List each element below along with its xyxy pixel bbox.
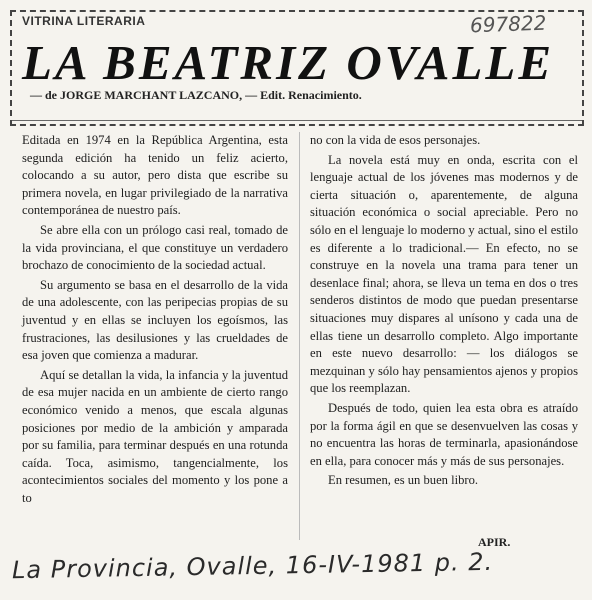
paragraph: En resumen, es un buen libro. xyxy=(328,473,479,488)
section-label: VITRINA LITERARIA xyxy=(22,14,146,28)
paragraph: Aquí se detallan la vida, la infancia y la juventud de esa mujer nacida en un ambiente de cierto rango económico venido a menos, que escala algunas posiciones por medio de la ambición y amparada por su familia, para terminar después en una rotunda caída. Toca, asimismo, tangencialmente, los acontecimientos sociales del momento y los pone a to xyxy=(22,367,288,505)
paragraph: Editada en 1974 en la República Argentina, esta segunda edición ha tenido un feliz acierto, colocando a su autor, pero dista que escribe su primera novela, en lugar privilegiado de la narrativa contemporánea de nuestro país. xyxy=(22,133,288,218)
column-divider xyxy=(299,132,300,540)
right-column xyxy=(310,132,578,490)
paragraph: Su argumento se basa en el desarrollo de la vida de una adolescente, con las peripecias propias de su juventud y en ellas se incluyen los egoísmos, las frustraciones, las desilusiones y las crueldades de esa joven que comienza a madurar. xyxy=(22,277,288,363)
paragraph: La novela está muy en onda, escrita con el lenguaje actual de los jóvenes mas modernos y de cierta situación o, aparentemente, de alguna situación económica o social apreciable. Pero no sólo en el lenguaje lo moderno y actual, sino el estilo es diferente a lo tradicional.— En efecto, no se construye en la novela una trama para tener un desenlace final; ahora, se lleva un tema en dos o tres senderos distintos de modo que puedan presentarse situaciones muy dispares al unísono y cada una de ellas tiene un desarrollo completo. Algo importante en este nuevo desarrollo: — los diálogos se mezquinan y sólo hay pensamientos ajenos y propios que los reemplazan. xyxy=(310,152,578,396)
header-divider xyxy=(12,120,582,121)
article-title: LA BEATRIZ OVALLE xyxy=(22,35,555,90)
handwritten-source-note: La Provincia, Ovalle, 16-IV-1981 p. 2. xyxy=(11,547,494,585)
archive-stamp: 697822 xyxy=(469,10,547,38)
left-column xyxy=(22,132,288,507)
paragraph: Se abre ella con un prólogo casi real, tomado de la vida provinciana, el que constituye un verdadero brochazo de conocimiento de la sociedad actual. xyxy=(22,222,288,273)
author-signature: APIR. xyxy=(478,535,511,549)
article-byline: — de JORGE MARCHANT LAZCANO, — Edit. Renacimiento. xyxy=(30,88,362,102)
paragraph: Después de todo, quien lea esta obra es atraído por la forma ágil en que se desenvuelven las cosas y no encuentra las horas de terminarla, apasionándose en ella, para conocer más y más de sus personajes. xyxy=(310,400,578,468)
paragraph: no con la vida de esos personajes. xyxy=(310,133,481,147)
